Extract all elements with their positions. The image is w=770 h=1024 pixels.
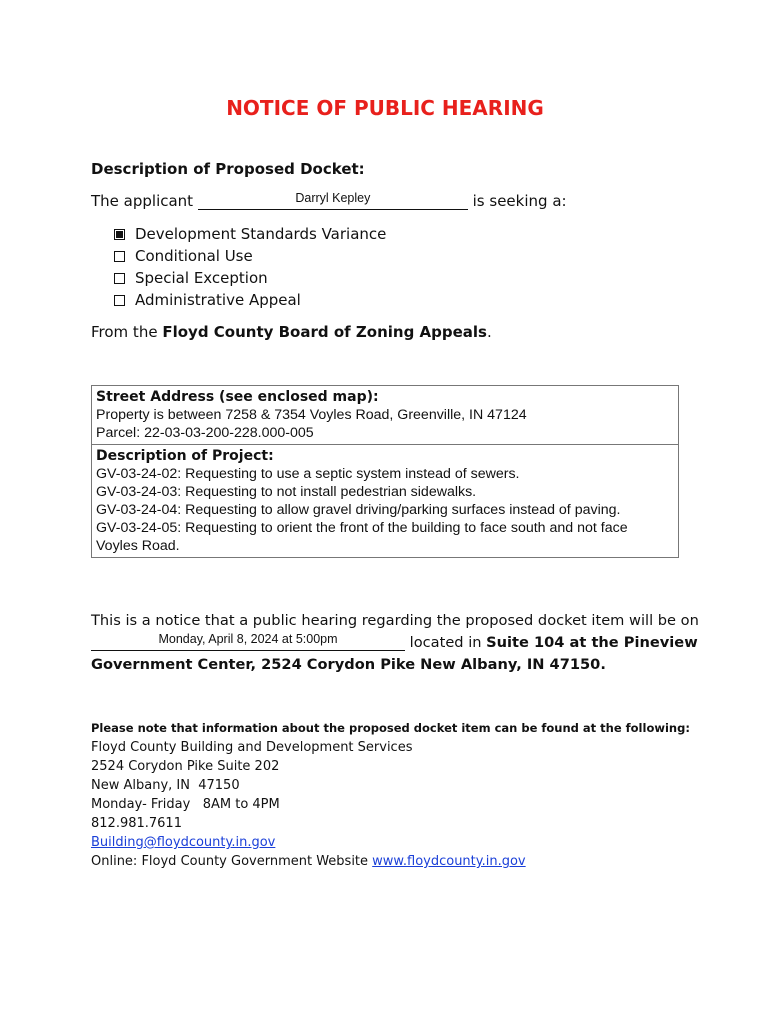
note-text: Please note that information about the proposed docket item can be found at the following: — [91, 721, 690, 735]
option-administrative-appeal[interactable] — [114, 289, 386, 311]
website-link[interactable]: www.floydcounty.in.gov — [372, 854, 526, 869]
applicant-name-field[interactable] — [198, 191, 468, 210]
project-line: GV-03-24-03: Requesting to not install pedestrian sidewalks. — [96, 484, 477, 500]
online-line — [91, 852, 526, 871]
checkbox-icon[interactable] — [114, 273, 125, 284]
applicant-suffix: is seeking a: — [472, 192, 567, 210]
project-cell — [92, 444, 678, 557]
located-text: located in — [409, 634, 482, 651]
request-type-options — [114, 223, 386, 311]
option-label: Administrative Appeal — [135, 291, 301, 309]
contact-block — [91, 738, 526, 871]
page-title: NOTICE OF PUBLIC HEARING — [226, 96, 544, 120]
hearing-date: Monday, April 8, 2024 at 5:00pm — [158, 632, 338, 646]
applicant-line — [91, 192, 567, 210]
hearing-date-field[interactable] — [91, 632, 405, 651]
hearing-line-2 — [91, 634, 698, 651]
details-table — [91, 385, 679, 558]
from-suffix: . — [486, 323, 492, 341]
hearing-line-1: This is a notice that a public hearing regarding the proposed docket item will be on — [91, 612, 699, 629]
checkbox-checked-icon[interactable] — [114, 229, 125, 240]
option-conditional-use[interactable] — [114, 245, 386, 267]
address-heading: Street Address (see enclosed map): — [96, 389, 379, 405]
parcel-line: Parcel: 22-03-03-200-228.000-005 — [96, 425, 314, 441]
contact-org: Floyd County Building and Development Services — [91, 740, 413, 755]
location-part-b: Government Center, 2524 Corydon Pike New Albany, IN 47150. — [91, 656, 606, 673]
checkbox-icon[interactable] — [114, 251, 125, 262]
email-link[interactable]: Building@floydcounty.in.gov — [91, 835, 276, 850]
option-development-standards-variance[interactable] — [114, 223, 386, 245]
option-label: Development Standards Variance — [135, 225, 387, 243]
project-line: Voyles Road. — [96, 538, 180, 554]
checkbox-icon[interactable] — [114, 295, 125, 306]
project-line: GV-03-24-05: Requesting to orient the front of the building to face south and not face — [96, 520, 628, 536]
option-label: Special Exception — [135, 269, 268, 287]
docket-heading: Description of Proposed Docket: — [91, 160, 365, 178]
from-line — [91, 323, 492, 341]
contact-city: New Albany, IN 47150 — [91, 778, 240, 793]
project-line: GV-03-24-02: Requesting to use a septic system instead of sewers. — [96, 466, 520, 482]
applicant-prefix: The applicant — [91, 192, 194, 210]
contact-hours: Monday- Friday 8AM to 4PM — [91, 797, 280, 812]
online-prefix: Online: Floyd County Government Website — [91, 854, 369, 869]
address-cell — [92, 386, 678, 444]
option-special-exception[interactable] — [114, 267, 386, 289]
from-prefix: From the — [91, 323, 158, 341]
applicant-name: Darryl Kepley — [295, 191, 371, 205]
address-line: Property is between 7258 & 7354 Voyles Road, Greenville, IN 47124 — [96, 407, 527, 423]
project-line: GV-03-24-04: Requesting to allow gravel driving/parking surfaces instead of paving. — [96, 502, 621, 518]
contact-street: 2524 Corydon Pike Suite 202 — [91, 759, 280, 774]
board-name: Floyd County Board of Zoning Appeals — [162, 323, 487, 341]
option-label: Conditional Use — [135, 247, 253, 265]
project-heading: Description of Project: — [96, 448, 274, 464]
contact-phone: 812.981.7611 — [91, 816, 182, 831]
location-part-a: Suite 104 at the Pineview — [486, 634, 698, 651]
